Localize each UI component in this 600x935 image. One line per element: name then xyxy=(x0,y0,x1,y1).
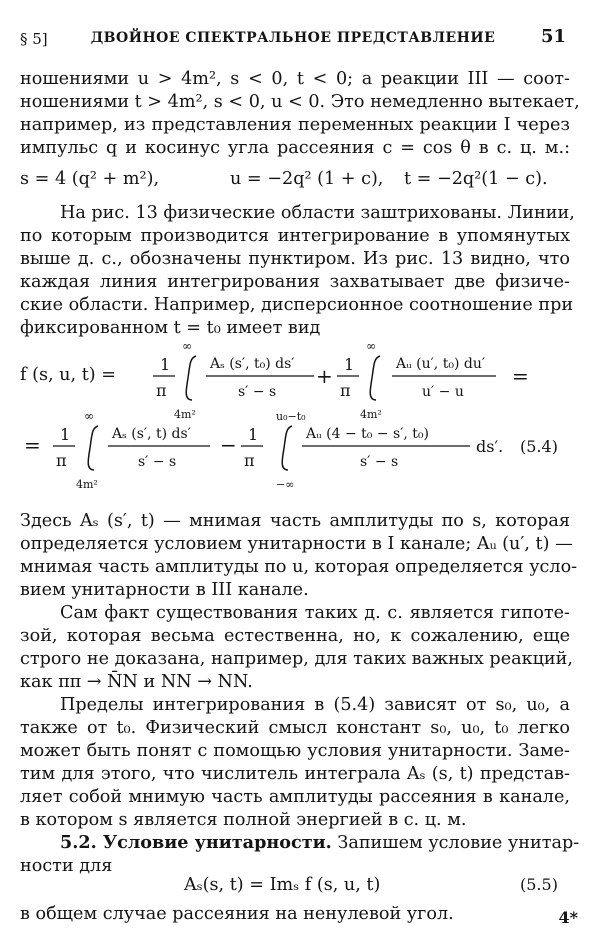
text-line: может быть понят с помощью условия унитарности. Заме- xyxy=(20,741,570,761)
svg-text:+: + xyxy=(316,364,333,388)
svg-text:π: π xyxy=(244,451,255,470)
text-line: зой, которая весьма естественна, но, к сожалению, еще xyxy=(20,626,570,646)
text-line: На рис. 13 физические области заштрихованы. Линии, xyxy=(60,203,575,223)
text-line: Сам факт существования таких д. с. является гипоте- xyxy=(60,603,570,623)
eq-s: s = 4 (q² + m²), xyxy=(20,169,160,189)
svg-text:Aᵤ (4 − t₀ − s′, t₀): Aᵤ (4 − t₀ − s′, t₀) xyxy=(306,426,429,442)
svg-text:(5.5): (5.5) xyxy=(520,875,558,894)
text-line: Здесь Aₛ (s′, t) — мнимая часть амплитуды по s, которая xyxy=(20,511,570,531)
svg-text:1: 1 xyxy=(248,425,259,444)
page-number: 51 xyxy=(540,26,566,47)
text-line: ности для xyxy=(20,856,113,876)
svg-text:π: π xyxy=(340,381,351,400)
svg-text:4m²: 4m² xyxy=(174,408,196,421)
chapter-title: ДВОЙНОЕ СПЕКТРАЛЬНОЕ ПРЕДСТАВЛЕНИЕ xyxy=(90,30,496,46)
svg-text:−∞: −∞ xyxy=(276,478,295,491)
svg-text:f (s, u, t) =: f (s, u, t) = xyxy=(20,365,116,385)
text-run: Запишем условие унитар- xyxy=(337,833,580,853)
mandelstam-equation xyxy=(20,158,570,198)
svg-text:s′ − s: s′ − s xyxy=(138,454,177,470)
unitarity-equation-5-5 xyxy=(20,870,570,900)
text-line: импульс q и косинус угла рассеяния c = cos θ в с. ц. м.: xyxy=(20,138,570,158)
eq-u: u = −2q² (1 + c), xyxy=(230,169,384,189)
svg-text:(5.4): (5.4) xyxy=(520,437,558,456)
svg-text:−: − xyxy=(220,433,237,457)
text-line: в общем случае рассеяния на ненулевой угол. xyxy=(20,904,454,924)
eq-row-1 xyxy=(20,339,529,421)
svg-text:1: 1 xyxy=(344,355,355,374)
svg-text:∞: ∞ xyxy=(182,339,192,353)
svg-text:Aₛ (s′, t) ds′: Aₛ (s′, t) ds′ xyxy=(112,426,191,442)
svg-text:=: = xyxy=(24,433,41,457)
svg-text:π: π xyxy=(56,451,67,470)
text-line: выше д. с., обозначены пунктиром. Из рис. 13 видно, что xyxy=(20,249,570,269)
text-line: ношениями t > 4m², s < 0, u < 0. Это немедленно вытекает, xyxy=(20,92,580,112)
dispersion-equation-5-4 xyxy=(20,328,570,490)
text-line: в котором s является полной энергией в с. ц. м. xyxy=(20,810,467,830)
svg-text:∞: ∞ xyxy=(84,409,94,423)
svg-text:π: π xyxy=(156,381,167,400)
svg-text:=: = xyxy=(512,364,529,388)
svg-text:u₀−t₀: u₀−t₀ xyxy=(276,410,306,423)
svg-text:∞: ∞ xyxy=(366,339,376,353)
text-line: вием унитарности в III канале. xyxy=(20,580,309,600)
svg-text:Aₛ(s, t) = Imₛ f (s, u, t): Aₛ(s, t) = Imₛ f (s, u, t) xyxy=(184,875,381,895)
svg-text:4m²: 4m² xyxy=(360,408,382,421)
text-line: тим для этого, что числитель интеграла Aₛ (s, t) представ- xyxy=(20,764,570,784)
text-line: по которым производится интегрирование в упомянутых xyxy=(20,226,570,246)
text-line: строго не доказана, например, для таких важных реакций, xyxy=(20,649,573,669)
text-line: мнимая часть амплитуды по u, которая определяется усло- xyxy=(20,557,578,577)
svg-text:u′ − u: u′ − u xyxy=(422,384,464,400)
subsection-line xyxy=(20,832,580,854)
text-line: определяется условием унитарности в I канале; Aᵤ (u′, t) — xyxy=(20,534,573,554)
text-line: каждая линия интегрирования захватывает две физиче- xyxy=(20,272,570,292)
text-line: как ππ → N̄N и NN → NN. xyxy=(20,672,253,692)
text-line: например, из представления переменных реакции I через xyxy=(20,115,570,135)
running-header xyxy=(20,26,566,52)
section-marker: § 5] xyxy=(20,30,48,48)
svg-text:s′ − s: s′ − s xyxy=(238,384,277,400)
svg-text:Aₛ (s′, t₀) ds′: Aₛ (s′, t₀) ds′ xyxy=(210,356,295,372)
svg-text:1: 1 xyxy=(160,355,171,374)
eq-row-2 xyxy=(24,409,558,491)
subsection-heading: 5.2. Условие унитарности. xyxy=(60,832,332,853)
svg-text:Aᵤ (u′, t₀) du′: Aᵤ (u′, t₀) du′ xyxy=(396,356,486,372)
svg-text:1: 1 xyxy=(60,425,71,444)
svg-text:4m²: 4m² xyxy=(76,478,98,491)
text-line: ляет собой мнимую часть амплитуды рассеяния в канале, xyxy=(20,787,570,807)
text-line: также от t₀. Физический смысл констант s₀, u₀, t₀ легко xyxy=(20,718,570,738)
text-line: фиксированном t = t₀ имеет вид xyxy=(20,318,321,338)
text-line: Пределы интегрирования в (5.4) зависят от s₀, u₀, а xyxy=(60,695,570,715)
eq-t: t = −2q²(1 − c). xyxy=(404,169,548,189)
signature-mark: 4* xyxy=(558,908,578,927)
svg-text:ds′.: ds′. xyxy=(476,437,504,456)
svg-text:s′ − s: s′ − s xyxy=(360,454,399,470)
text-line: ношениями u > 4m², s < 0, t < 0; а реакции III — соот- xyxy=(20,69,570,89)
text-line: ские области. Например, дисперсионное соотношение при xyxy=(20,295,574,315)
